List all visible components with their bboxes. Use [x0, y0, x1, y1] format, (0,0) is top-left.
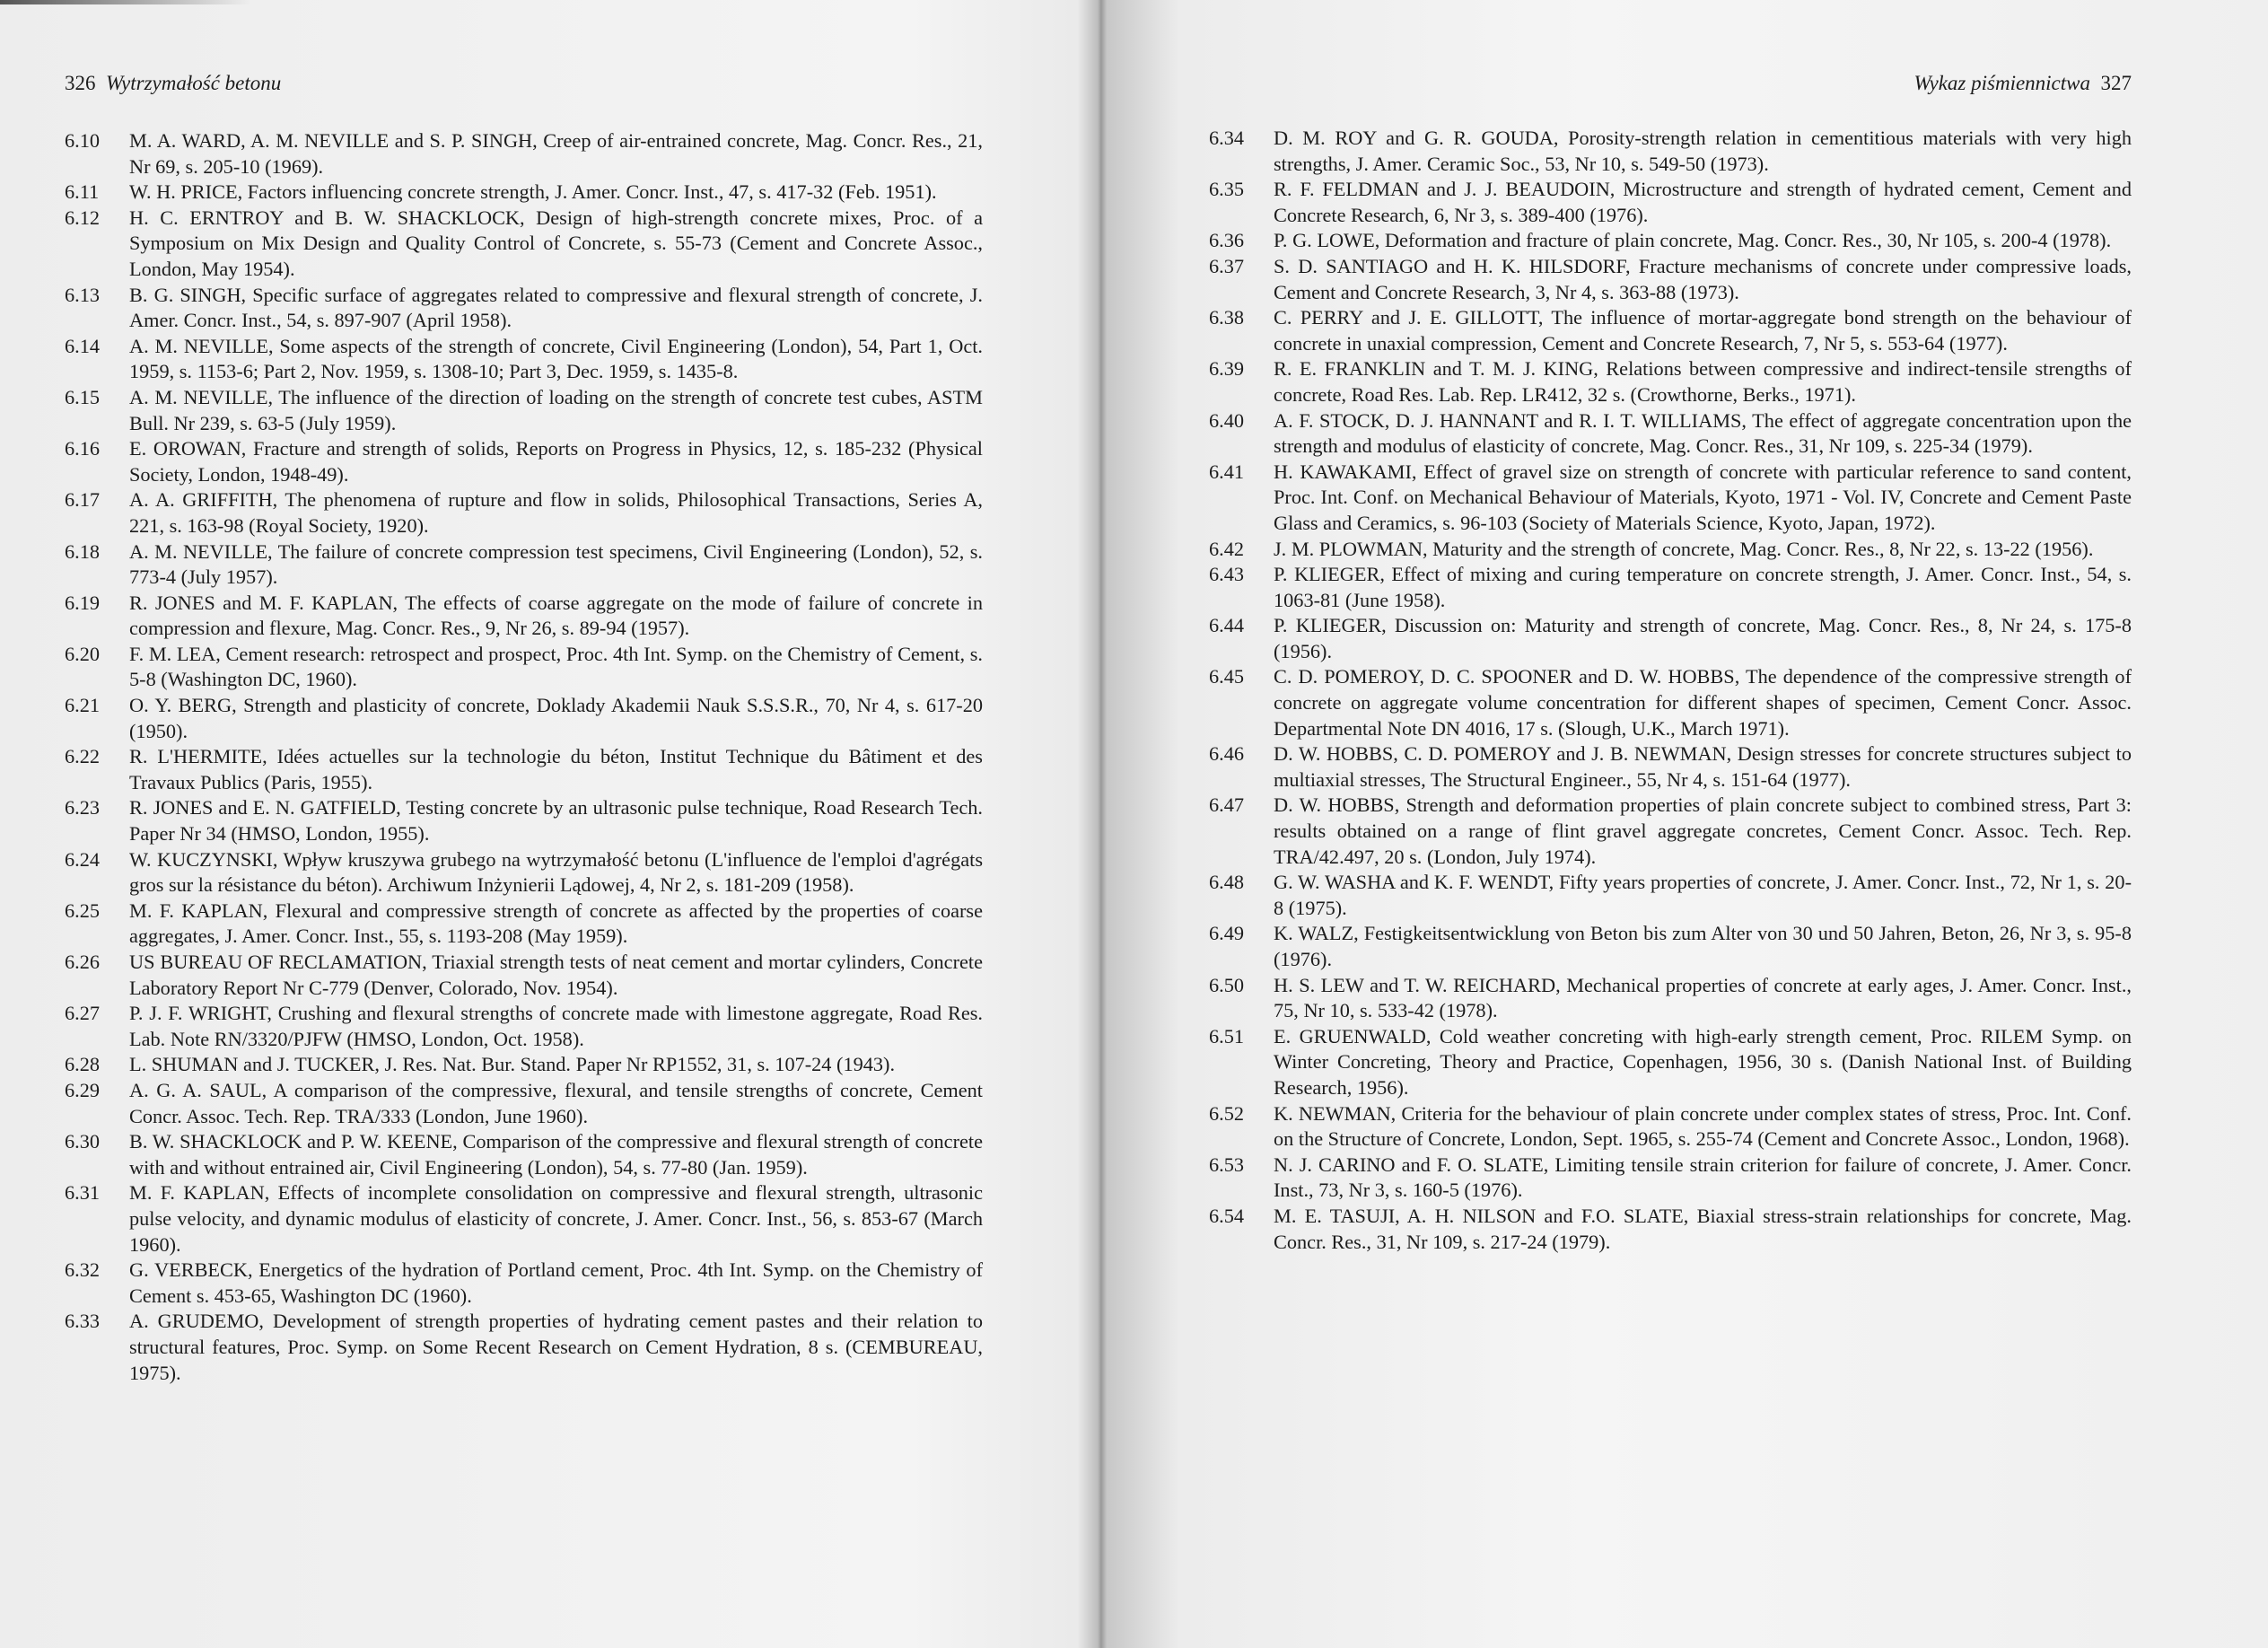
reference-number: 6.25 [65, 899, 101, 922]
reference-number: 6.47 [1209, 793, 1245, 817]
reference-entry [54, 744, 983, 795]
reference-text: D. W. HOBBS, C. D. POMEROY and J. B. NEWMAN, Design stresses for concrete structures subject to multiaxial stresses, The Structural Engineer., 55, Nr 4, s. 151-64 (1977). [1274, 742, 2132, 791]
reference-text: A. GRUDEMO, Development of strength properties of hydrating cement pastes and their relation to structural features, Proc. Symp. on Some Recent Research on Cement Hydration, 8 s. (CEMBUREAU, 1975). [129, 1310, 983, 1384]
reference-text: R. L'HERMITE, Idées actuelles sur la technologie du béton, Institut Technique du Bâtiment et des Travaux Publics (Paris, 1955). [129, 745, 983, 793]
reference-number: 6.52 [1209, 1101, 1245, 1125]
reference-number: 6.33 [65, 1310, 101, 1333]
reference-entry [54, 950, 983, 1001]
reference-text: O. Y. BERG, Strength and plasticity of concrete, Doklady Akademii Nauk S.S.S.R., 70, Nr 4, s. 617-20 (1950). [129, 694, 983, 742]
reference-text: D. W. HOBBS, Strength and deformation properties of plain concrete subject to combined stress, Part 3: results obtained on a range of flint gravel aggregate concretes, Cement Concr. Assoc. Tech. Rep. TRA/42.497, 20 s. (London, July 1974). [1274, 793, 2132, 868]
reference-text: R. JONES and E. N. GATFIELD, Testing concrete by an ultrasonic pulse technique, Road Research Tech. Paper Nr 34 (HMSO, London, 1955). [129, 796, 983, 846]
reference-text: M. F. KAPLAN, Effects of incomplete consolidation on compressive and flexural strength, ultrasonic pulse velocity, and dynamic modulus of elasticity of concrete, J. Amer. Concr. Inst., 56, s. 853-67 (March 1960). [129, 1181, 983, 1256]
reference-number: 6.11 [65, 180, 100, 204]
reference-entry [54, 1258, 983, 1309]
reference-entry [54, 180, 983, 206]
reference-entry [1198, 537, 2132, 563]
reference-text: K. WALZ, Festigkeitsentwicklung von Beton bis zum Alter von 30 und 50 Jahren, Beton, 26, Nr 3, s. 95-8 (1976). [1274, 922, 2132, 970]
reference-number: 6.32 [65, 1258, 101, 1282]
reference-text: P. KLIEGER, Discussion on: Maturity and strength of concrete, Mag. Concr. Res., 8, Nr 24, s. 175-8 (1956). [1274, 614, 2132, 662]
reference-text: A. M. NEVILLE, The influence of the direction of loading on the strength of concrete test cubes, ASTM Bull. Nr 239, s. 63-5 (July 1959). [129, 385, 983, 434]
reference-entry [54, 385, 983, 436]
reference-number: 6.35 [1209, 178, 1245, 201]
reference-number: 6.48 [1209, 871, 1245, 894]
reference-entry [54, 795, 983, 846]
reference-entry [54, 487, 983, 539]
reference-text: R. JONES and M. F. KAPLAN, The effects of coarse aggregate on the mode of failure of concrete in compression and flexure, Mag. Concr. Res., 9, Nr 26, s. 89-94 (1957). [129, 591, 983, 640]
reference-number: 6.17 [65, 488, 101, 512]
reference-number: 6.31 [65, 1181, 101, 1205]
reference-text: A. F. STOCK, D. J. HANNANT and R. I. T. WILLIAMS, The effect of aggregate concentration upon the strength and modulus of elasticity of concrete, Mag. Concr. Res., 31, Nr 109, s. 225-34 (1979). [1274, 408, 2132, 458]
reference-text: H. S. LEW and T. W. REICHARD, Mechanical properties of concrete at early ages, J. Amer. Concr. Inst., 75, Nr 10, s. 533-42 (1978). [1274, 973, 2132, 1022]
reference-number: 6.42 [1209, 537, 1245, 560]
reference-text: P. G. LOWE, Deformation and fracture of plain concrete, Mag. Concr. Res., 30, Nr 105, s. 200-4 (1978). [1274, 229, 2112, 252]
reference-entry [54, 1129, 983, 1180]
reference-entry [54, 334, 983, 385]
reference-number: 6.38 [1209, 306, 1245, 329]
reference-text: M. F. KAPLAN, Flexural and compressive strength of concrete as affected by the properties of coarse aggregates, J. Amer. Concr. Inst., 55, s. 1193-208 (May 1959). [129, 899, 983, 948]
reference-entry [54, 206, 983, 283]
reference-entry [54, 847, 983, 899]
reference-number: 6.13 [65, 283, 101, 306]
reference-number: 6.54 [1209, 1204, 1245, 1227]
reference-text: H. KAWAKAMI, Effect of gravel size on strength of concrete with particular reference to sand content, Proc. Int. Conf. on Mechanical Behaviour of Materials, Kyoto, 1971 - Vol. IV, Concrete and Cement Paste Glass and Ceramics, s. 96-103 (Society of Materials Science, Kyoto, Japan, 1972). [1274, 460, 2132, 534]
reference-text: P. KLIEGER, Effect of mixing and curing temperature on concrete strength, J. Amer. Concr. Inst., 54, s. 1063-81 (June 1958). [1274, 563, 2132, 611]
reference-entry [1198, 741, 2132, 793]
reference-text: M. E. TASUJI, A. H. NILSON and F.O. SLATE, Biaxial stress-strain relationships for concrete, Mag. Concr. Res., 31, Nr 109, s. 217-24 (1979). [1274, 1204, 2132, 1253]
reference-entry [1198, 613, 2132, 664]
page-number: 326 [65, 72, 96, 94]
reference-text: P. J. F. WRIGHT, Crushing and flexural strengths of concrete made with limestone aggregate, Road Res. Lab. Note RN/3320/PJFW (HMSO, London, Oct. 1958). [129, 1002, 983, 1050]
reference-number: 6.30 [65, 1130, 101, 1153]
reference-entry [54, 591, 983, 642]
left-page-header [65, 70, 281, 97]
reference-entry [54, 283, 983, 334]
reference-number: 6.14 [65, 334, 101, 357]
reference-entry [1198, 793, 2132, 870]
reference-text: US BUREAU OF RECLAMATION, Triaxial strength tests of neat cement and mortar cylinders, Concrete Laboratory Report Nr C-779 (Denver, Colorado, Nov. 1954). [129, 951, 983, 999]
reference-entry [54, 1078, 983, 1129]
reference-number: 6.45 [1209, 665, 1245, 688]
reference-number: 6.51 [1209, 1024, 1245, 1048]
reference-text: S. D. SANTIAGO and H. K. HILSDORF, Fracture mechanisms of concrete under compressive loads, Cement and Concrete Research, 3, Nr 4, s. 363-88 (1973). [1274, 254, 2132, 303]
reference-number: 6.40 [1209, 408, 1245, 432]
reference-text: W. KUCZYNSKI, Wpływ kruszywa grubego na wytrzymałość betonu (L'influence de l'emploi d'agrégats gros sur la résistance du béton). Archiwum Inżynierii Lądowej, 4, Nr 2, s. 181-209 (1958). [129, 847, 983, 897]
reference-number: 6.28 [65, 1053, 101, 1076]
reference-entry [54, 128, 983, 180]
reference-text: B. W. SHACKLOCK and P. W. KEENE, Comparison of the compressive and flexural strength of concrete with and without entrained air, Civil Engineering (London), 54, s. 77-80 (Jan. 1959). [129, 1130, 983, 1179]
reference-number: 6.53 [1209, 1153, 1245, 1176]
reference-text: R. E. FRANKLIN and T. M. J. KING, Relations between compressive and indirect-tensile strengths of concrete, Road Res. Lab. Rep. LR412, 32 s. (Crowthorne, Berks., 1971). [1274, 357, 2132, 406]
reference-text: C. D. POMEROY, D. C. SPOONER and D. W. HOBBS, The dependence of the compressive strength of concrete on aggregate volume concentration for different shapes of specimen, Cement Concr. Assoc. Departmental Note DN 4016, 17 s. (Slough, U.K., March 1971). [1274, 665, 2132, 740]
reference-entry [54, 899, 983, 950]
reference-entry [1198, 305, 2132, 356]
reference-text: H. C. ERNTROY and B. W. SHACKLOCK, Design of high-strength concrete mixes, Proc. of a Symposium on Mix Design and Quality Control of Concrete, s. 55-73 (Cement and Concrete Assoc., London, May 1954). [129, 206, 983, 280]
reference-text: G. W. WASHA and K. F. WENDT, Fifty years properties of concrete, J. Amer. Concr. Inst., 72, Nr 1, s. 20-8 (1975). [1274, 871, 2132, 919]
reference-entry [54, 539, 983, 591]
reference-number: 6.43 [1209, 563, 1245, 586]
reference-text: M. A. WARD, A. M. NEVILLE and S. P. SINGH, Creep of air-entrained concrete, Mag. Concr. Res., 21, Nr 69, s. 205-10 (1969). [129, 129, 983, 178]
reference-entry [54, 1001, 983, 1052]
reference-number: 6.27 [65, 1002, 101, 1025]
reference-text: N. J. CARINO and F. O. SLATE, Limiting tensile strain criterion for failure of concrete, J. Amer. Concr. Inst., 73, Nr 3, s. 160-5 (1976). [1274, 1153, 2132, 1202]
reference-number: 6.44 [1209, 614, 1245, 637]
reference-number: 6.20 [65, 642, 101, 665]
running-title: Wykaz piśmiennictwa [1913, 72, 2090, 94]
reference-number: 6.21 [65, 694, 101, 717]
reference-entry [1198, 870, 2132, 921]
reference-number: 6.41 [1209, 460, 1245, 483]
reference-entry [54, 1309, 983, 1386]
reference-text: A. M. NEVILLE, The failure of concrete compression test specimens, Civil Engineering (London), 52, s. 773-4 (July 1957). [129, 539, 983, 589]
reference-entry [54, 1180, 983, 1258]
reference-entry [1198, 1024, 2132, 1101]
running-title: Wytrzymałość betonu [106, 72, 282, 94]
reference-text: D. M. ROY and G. R. GOUDA, Porosity-strength relation in cementitious materials with very high strengths, J. Amer. Ceramic Soc., 53, Nr 10, s. 549-50 (1973). [1274, 127, 2132, 175]
reference-number: 6.34 [1209, 127, 1245, 149]
reference-number: 6.12 [65, 206, 101, 229]
reference-entry [54, 436, 983, 487]
reference-number: 6.36 [1209, 229, 1245, 252]
reference-entry [1198, 921, 2132, 972]
reference-text: J. M. PLOWMAN, Maturity and the strength of concrete, Mag. Concr. Res., 8, Nr 22, s. 13-22 (1956). [1274, 537, 2094, 560]
reference-list-left [54, 128, 983, 1386]
reference-number: 6.24 [65, 847, 101, 871]
reference-entry [54, 693, 983, 744]
reference-number: 6.18 [65, 539, 101, 563]
reference-entry [1198, 126, 2132, 177]
reference-entry [1198, 177, 2132, 228]
reference-entry [1198, 664, 2132, 741]
reference-entry [1198, 460, 2132, 537]
reference-number: 6.37 [1209, 254, 1245, 277]
reference-entry [1198, 1204, 2132, 1255]
reference-text: G. VERBECK, Energetics of the hydration of Portland cement, Proc. 4th Int. Symp. on the Chemistry of Cement s. 453-65, Washington DC (1960). [129, 1258, 983, 1307]
reference-number: 6.50 [1209, 973, 1245, 996]
reference-number: 6.26 [65, 951, 101, 973]
reference-number: 6.22 [65, 745, 101, 768]
reference-entry [1198, 408, 2132, 460]
reference-text: E. GRUENWALD, Cold weather concreting with high-early strength cement, Proc. RILEM Symp. on Winter Concreting, Theory and Practice, Copenhagen, 1956, 30 s. (Danish National Inst. of Building Research, 1956). [1274, 1024, 2132, 1099]
reference-number: 6.15 [65, 385, 101, 408]
reference-number: 6.39 [1209, 357, 1245, 381]
reference-number: 6.29 [65, 1078, 101, 1101]
reference-text: E. OROWAN, Fracture and strength of solids, Reports on Progress in Physics, 12, s. 185-232 (Physical Society, London, 1948-49). [129, 437, 983, 486]
reference-entry [1198, 228, 2132, 254]
scan-edge-mark [0, 0, 251, 4]
reference-text: L. SHUMAN and J. TUCKER, J. Res. Nat. Bur. Stand. Paper Nr RP1552, 31, s. 107-24 (1943). [129, 1053, 896, 1076]
reference-number: 6.16 [65, 437, 101, 460]
page-number: 327 [2100, 72, 2132, 94]
reference-number: 6.49 [1209, 922, 1245, 945]
reference-text: C. PERRY and J. E. GILLOTT, The influence of mortar-aggregate bond strength on the behaviour of concrete in unaxial compression, Cement and Concrete Research, 7, Nr 5, s. 553-64 (1977). [1274, 306, 2132, 355]
reference-entry [54, 1052, 983, 1078]
right-page-header [1913, 70, 2132, 97]
reference-entry [54, 642, 983, 693]
reference-number: 6.19 [65, 591, 101, 614]
reference-text: K. NEWMAN, Criteria for the behaviour of plain concrete under complex states of stress, Proc. Int. Conf. on the Structure of Concrete, London, Sept. 1965, s. 255-74 (Cement and Concrete Assoc., London, 1968). [1274, 1101, 2132, 1151]
reference-entry [1198, 1153, 2132, 1204]
reference-text: F. M. LEA, Cement research: retrospect and prospect, Proc. 4th Int. Symp. on the Chemistry of Cement, s. 5-8 (Washington DC, 1960). [129, 642, 983, 691]
reference-entry [1198, 1101, 2132, 1153]
reference-number: 6.46 [1209, 742, 1245, 766]
reference-text: A. A. GRIFFITH, The phenomena of rupture and flow in solids, Philosophical Transactions, Series A, 221, s. 163-98 (Royal Society, 1920). [129, 488, 983, 537]
reference-entry [1198, 562, 2132, 613]
reference-entry [1198, 356, 2132, 408]
reference-number: 6.10 [65, 129, 101, 152]
reference-text: W. H. PRICE, Factors influencing concrete strength, J. Amer. Concr. Inst., 47, s. 417-32 (Feb. 1951). [129, 180, 937, 204]
reference-number: 6.23 [65, 796, 101, 820]
reference-entry [1198, 973, 2132, 1024]
reference-entry [1198, 254, 2132, 305]
reference-text: A. M. NEVILLE, Some aspects of the strength of concrete, Civil Engineering (London), 54, Part 1, Oct. 1959, s. 1153-6; Part 2, Nov. 1959, s. 1308-10; Part 3, Dec. 1959, s. 1435-8. [129, 334, 983, 383]
reference-text: A. G. A. SAUL, A comparison of the compressive, flexural, and tensile strengths of concrete, Cement Concr. Assoc. Tech. Rep. TRA/333 (London, June 1960). [129, 1078, 983, 1127]
reference-text: R. F. FELDMAN and J. J. BEAUDOIN, Microstructure and strength of hydrated cement, Cement and Concrete Research, 6, Nr 3, s. 389-400 (1976). [1274, 178, 2132, 226]
reference-list-right [1198, 126, 2132, 1255]
reference-text: B. G. SINGH, Specific surface of aggregates related to compressive and flexural strength of concrete, J. Amer. Concr. Inst., 54, s. 897-907 (April 1958). [129, 283, 983, 332]
